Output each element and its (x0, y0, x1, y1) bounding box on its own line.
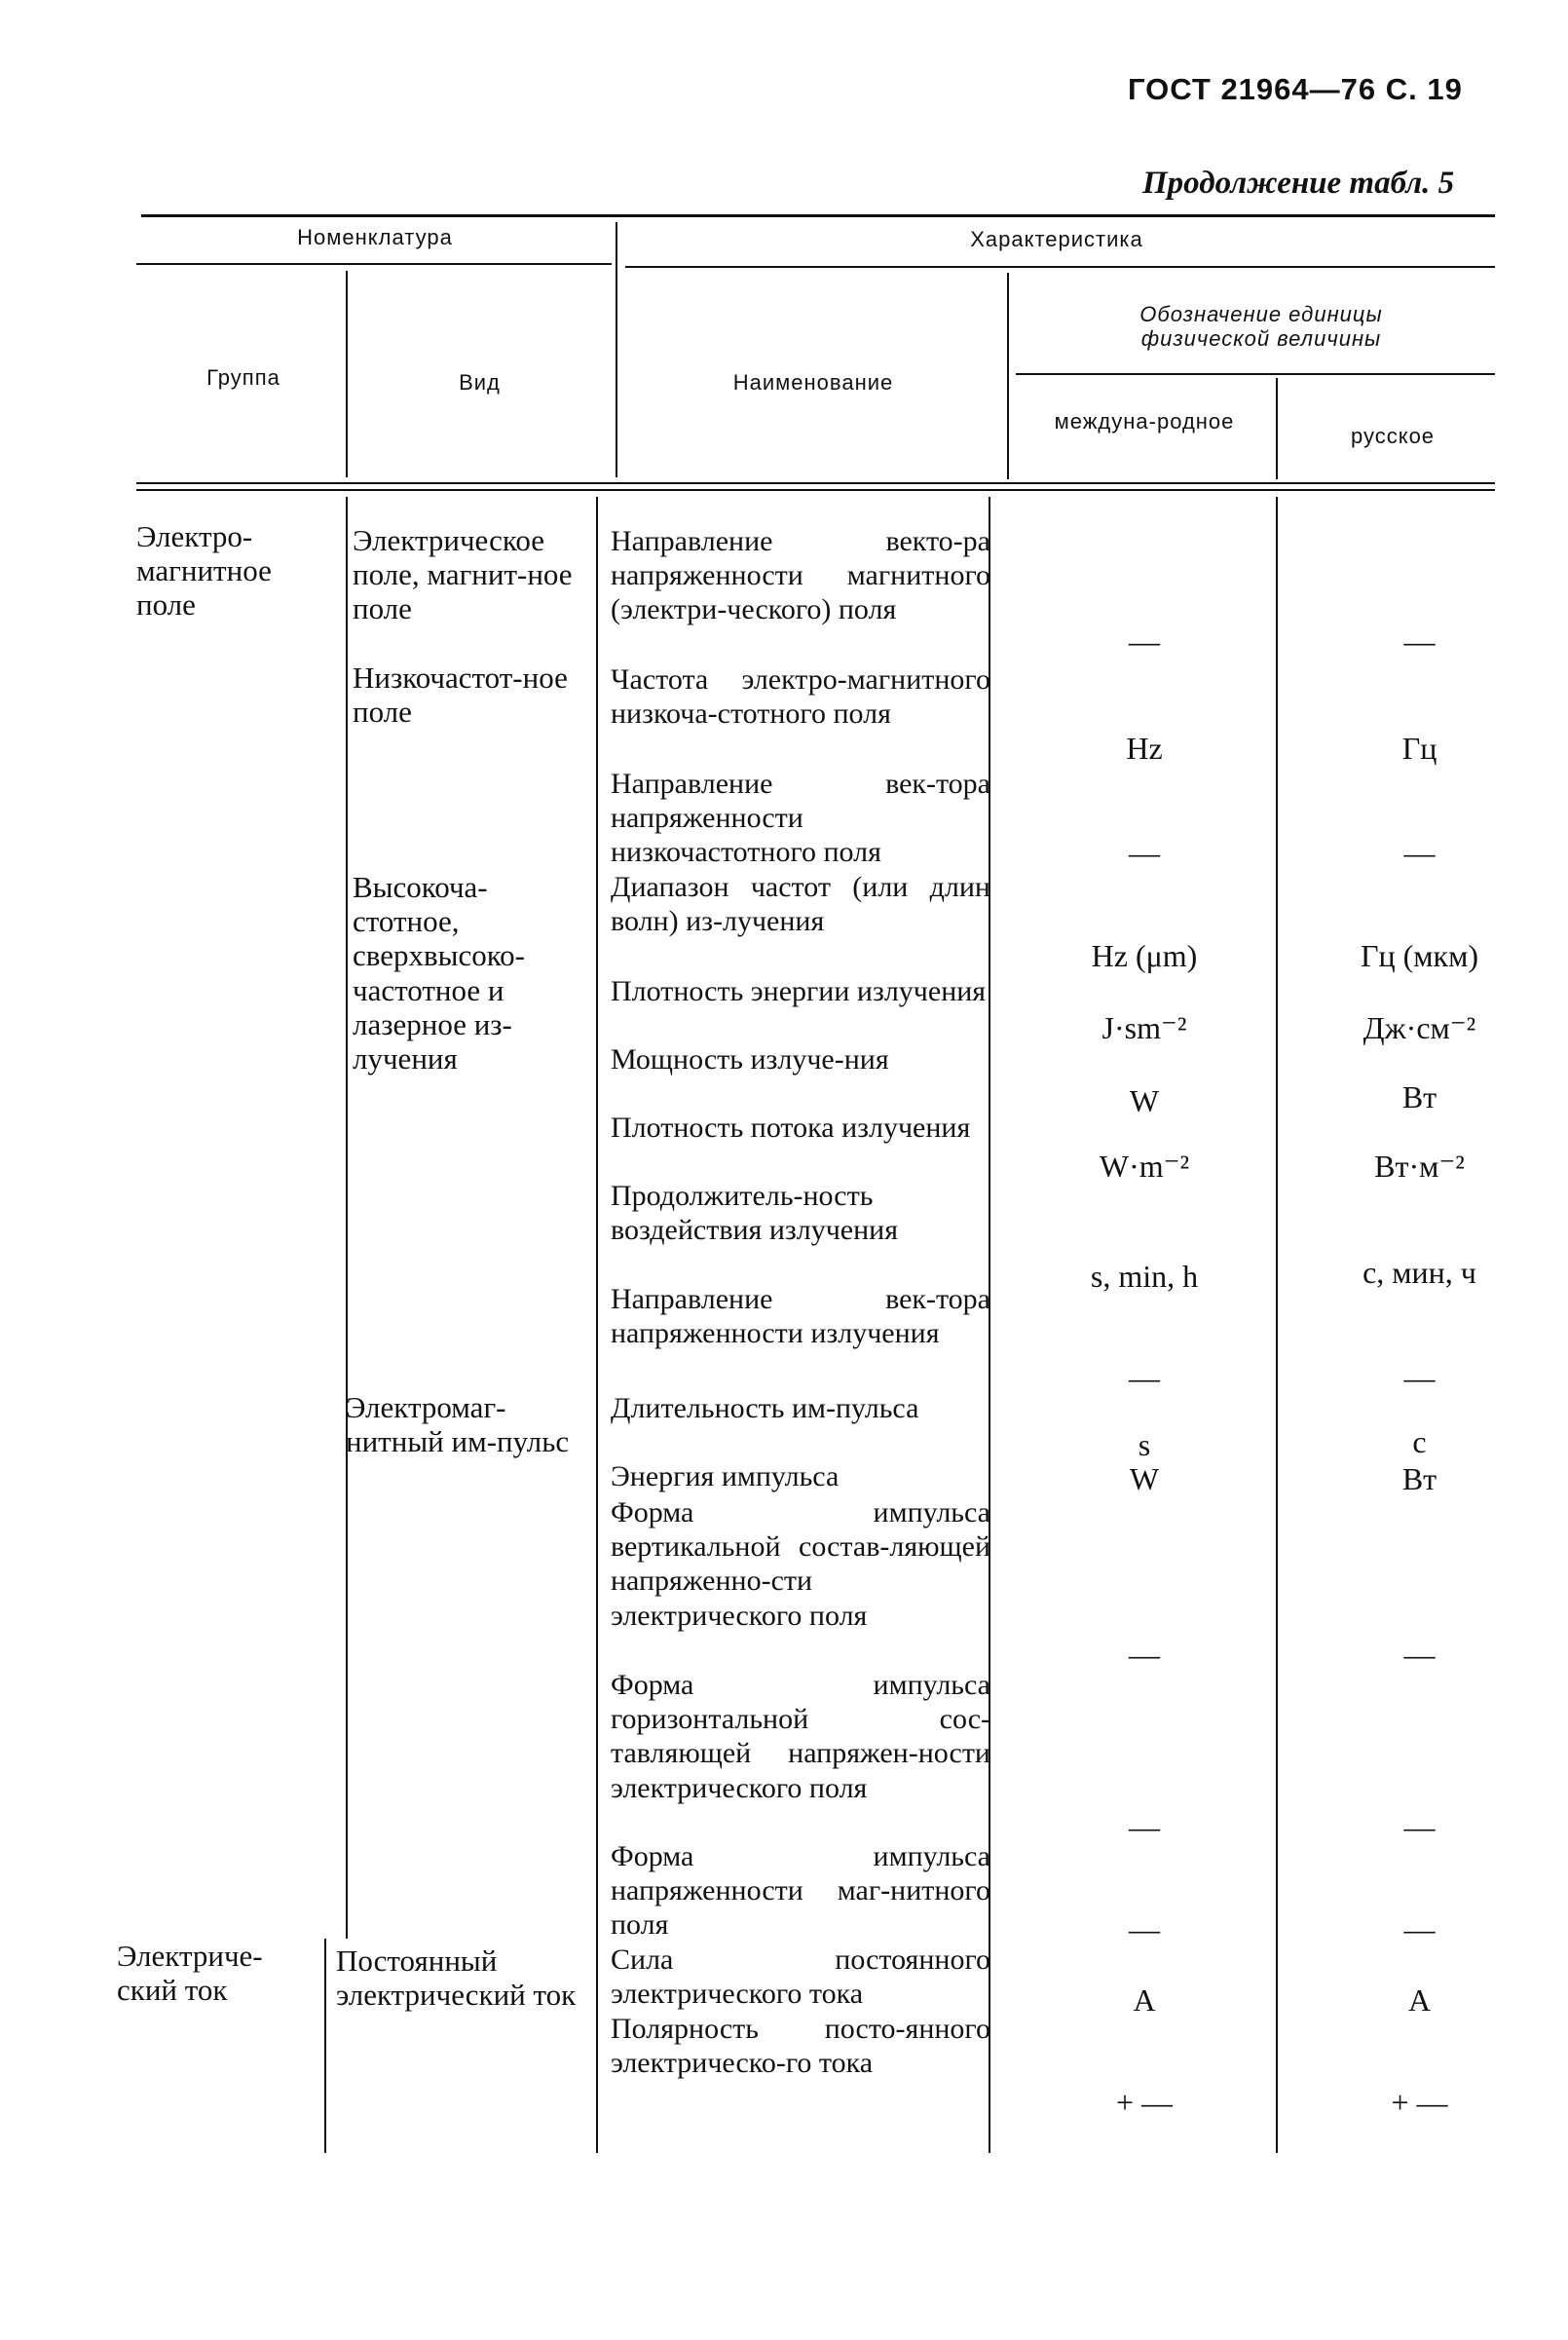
header-divider-group-kind (346, 271, 348, 477)
header-nomenclature: Номенклатура (297, 225, 453, 249)
header-russian: русское (1350, 424, 1436, 448)
unit-intl: Hz (1126, 731, 1163, 766)
unit-intl: W·m⁻² (1099, 1149, 1190, 1184)
header-divider-name-unit (1007, 273, 1009, 479)
unit-rus: A (1407, 1982, 1432, 2018)
divider-kind-name (596, 497, 598, 2153)
group-electromagnetic-field: Электро-магнитное поле (136, 519, 272, 623)
table-caption: Продолжение табл. 5 (1142, 166, 1455, 201)
unit-header-rule (1016, 373, 1495, 375)
row-name: Направление векто-ра напряженности магнитного (электри-ческого) поля (611, 525, 990, 626)
row-name: Сила постоянного электрического тока (611, 1944, 990, 2011)
unit-intl: + — (1115, 2085, 1174, 2120)
unit-intl: — (1129, 1637, 1160, 1672)
unit-intl: W (1129, 1083, 1160, 1118)
unit-rus: Дж·см⁻² (1363, 1010, 1476, 1045)
row-name: Плотность энергии излучения (611, 975, 987, 1007)
row-name: Направление век-тора напряженности низкочастотного поля (611, 768, 990, 869)
unit-rus: Гц (1401, 731, 1437, 766)
unit-rus: — (1403, 1911, 1436, 1946)
unit-rus: Вт·м⁻² (1374, 1149, 1465, 1184)
unit-rus: с, мин, ч (1363, 1255, 1476, 1290)
unit-intl: A (1133, 1982, 1156, 2018)
unit-rus: Вт (1401, 1079, 1437, 1114)
header-divider-intl-rus (1276, 378, 1278, 479)
unit-rus: Вт (1401, 1461, 1437, 1496)
unit-rus: + — (1391, 2085, 1448, 2120)
divider-intl-rus (1276, 497, 1278, 2153)
header-divider-nomenclature-characteristic (616, 222, 617, 477)
header-group: Группа (206, 365, 280, 390)
unit-intl: Hz (μm) (1091, 938, 1198, 973)
row-name: Частота электро-магнитного низкоча-стотного поля (611, 663, 990, 731)
header-name: Наименование (732, 370, 894, 395)
divider-group-kind-1 (346, 497, 348, 1939)
header-characteristic: Характеристика (970, 227, 1143, 251)
page-header: ГОСТ 21964—76 С. 19 (1128, 72, 1463, 106)
row-name: Полярность посто-янного электрическо-го тока (611, 2013, 990, 2080)
kind-electric-magnetic-field: Электрическое поле, магнит-ное поле (353, 523, 573, 626)
unit-intl: s (1138, 1427, 1151, 1462)
divider-group-kind-2 (324, 1939, 326, 2153)
unit-rus: — (1403, 1809, 1436, 1844)
header-bottom-rule-1 (136, 482, 1495, 484)
unit-rus: Гц (мкм) (1361, 938, 1478, 973)
row-name: Форма импульса горизонтальной сос-тавляющей напряжен-ности электрического поля (611, 1669, 990, 1804)
header-international: междуна-родное (1054, 409, 1235, 434)
nomenclature-header-rule (136, 263, 612, 265)
header-bottom-rule-2 (136, 489, 1495, 491)
unit-intl: — (1129, 1360, 1160, 1395)
row-name: Направление век-тора напряженности излучения (611, 1283, 990, 1350)
kind-low-frequency-field: Низкочастот-ное поле (353, 660, 568, 730)
unit-rus: — (1403, 1360, 1436, 1395)
row-name: Диапазон частот (или длин волн) из-лучения (611, 871, 990, 938)
characteristic-header-rule (625, 266, 1495, 268)
unit-rus: с (1412, 1424, 1427, 1459)
unit-intl: W (1129, 1461, 1160, 1496)
row-name: Форма импульса вертикальной состав-ляющей напряженно-сти электрического поля (611, 1496, 990, 1632)
unit-intl: — (1129, 623, 1160, 659)
unit-intl: J·sm⁻² (1101, 1010, 1187, 1045)
table-top-rule (141, 214, 1495, 217)
row-name: Мощность излуче-ния (611, 1043, 889, 1076)
unit-intl: — (1129, 1911, 1160, 1946)
kind-high-frequency-radiation: Высокоча-стотное, сверхвысоко-частотное и лазерное из-лучения (353, 870, 526, 1076)
row-name: Плотность потока излучения (611, 1112, 971, 1144)
group-electric-current: Электриче-ский ток (117, 1939, 263, 2008)
unit-intl: s, min, h (1090, 1259, 1199, 1294)
row-name: Форма импульса напряженности маг-нитного поля (611, 1840, 990, 1942)
row-name: Энергия импульса (611, 1460, 840, 1492)
header-unit-designation: Обозначение единицы физической величины (1139, 302, 1383, 351)
row-name: Длительность им-пульса (611, 1392, 919, 1424)
kind-electromagnetic-pulse: Электромаг-нитный им-пульс (346, 1390, 570, 1459)
kind-direct-current: Постоянный электрический ток (336, 1944, 577, 2013)
unit-rus: — (1403, 1637, 1436, 1672)
unit-rus: — (1403, 623, 1436, 659)
unit-rus: — (1403, 835, 1436, 870)
unit-intl: — (1129, 1809, 1160, 1844)
header-kind: Вид (459, 370, 501, 395)
unit-intl: — (1129, 835, 1160, 870)
row-name: Продолжитель-ность воздействия излучения (611, 1180, 899, 1247)
